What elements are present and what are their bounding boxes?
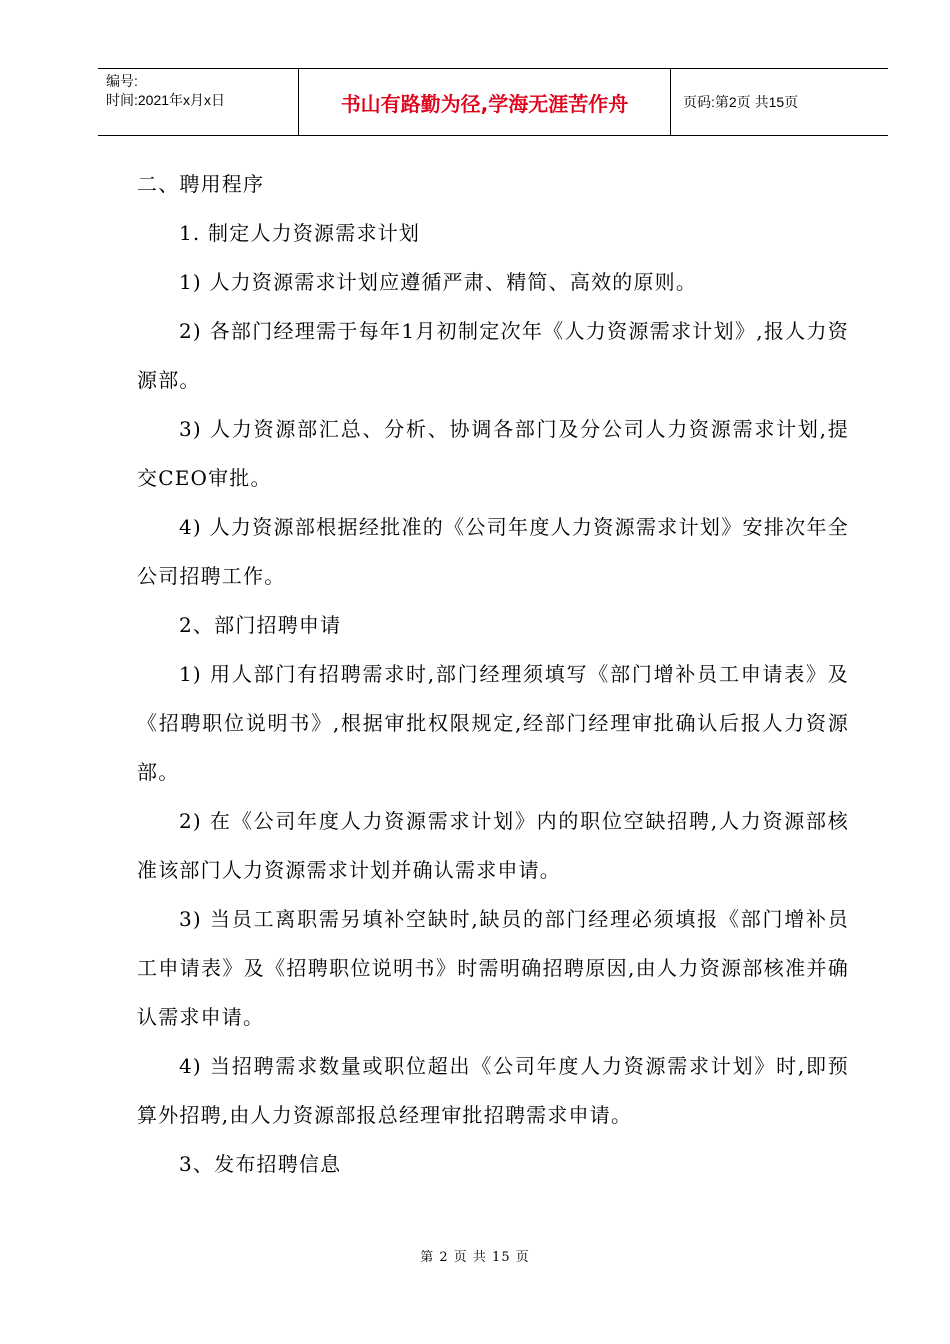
subsection-heading: 3、发布招聘信息 — [179, 1152, 342, 1176]
paragraph: 2) 在《公司年度人力资源需求计划》内的职位空缺招聘,人力资源部核准该部门人力资源需求计划并确认需求申请。 — [137, 809, 849, 882]
header-meta — [98, 69, 299, 135]
document-date: 时间:2021年x月x日 — [106, 92, 226, 108]
paragraph: 4) 人力资源部根据经批准的《公司年度人力资源需求计划》安排次年全公司招聘工作。 — [137, 515, 849, 588]
paragraph: 3) 人力资源部汇总、分析、协调各部门及分公司人力资源需求计划,提交CEO审批。 — [137, 417, 849, 490]
paragraph: 4) 当招聘需求数量或职位超出《公司年度人力资源需求计划》时,即预算外招聘,由人力资源部报总经理审批招聘需求申请。 — [137, 1054, 849, 1127]
paragraph: 1) 用人部门有招聘需求时,部门经理须填写《部门增补员工申请表》及《招聘职位说明书》,根据审批权限规定,经部门经理审批确认后报人力资源部。 — [137, 662, 849, 784]
paragraph: 1) 人力资源需求计划应遵循严肃、精简、高效的原则。 — [179, 270, 698, 294]
header-motto: 书山有路勤为径,学海无涯苦作舟 — [299, 69, 671, 135]
document-body — [137, 160, 849, 1189]
document-code-label: 编号: — [106, 73, 138, 89]
section-heading: 二、聘用程序 — [137, 172, 265, 196]
subsection-heading: 1. 制定人力资源需求计划 — [179, 221, 421, 245]
subsection-heading: 2、部门招聘申请 — [179, 613, 342, 637]
paragraph: 3) 当员工离职需另填补空缺时,缺员的部门经理必须填报《部门增补员工申请表》及《招聘职位说明书》时需明确招聘原因,由人力资源部核准并确认需求申请。 — [137, 907, 849, 1029]
page-footer: 第 2 页 共 15 页 — [420, 1250, 530, 1265]
page-header — [98, 68, 888, 136]
paragraph: 2) 各部门经理需于每年1月初制定次年《人力资源需求计划》,报人力资源部。 — [137, 319, 849, 392]
header-page-info: 页码:第2页 共15页 — [683, 94, 799, 110]
